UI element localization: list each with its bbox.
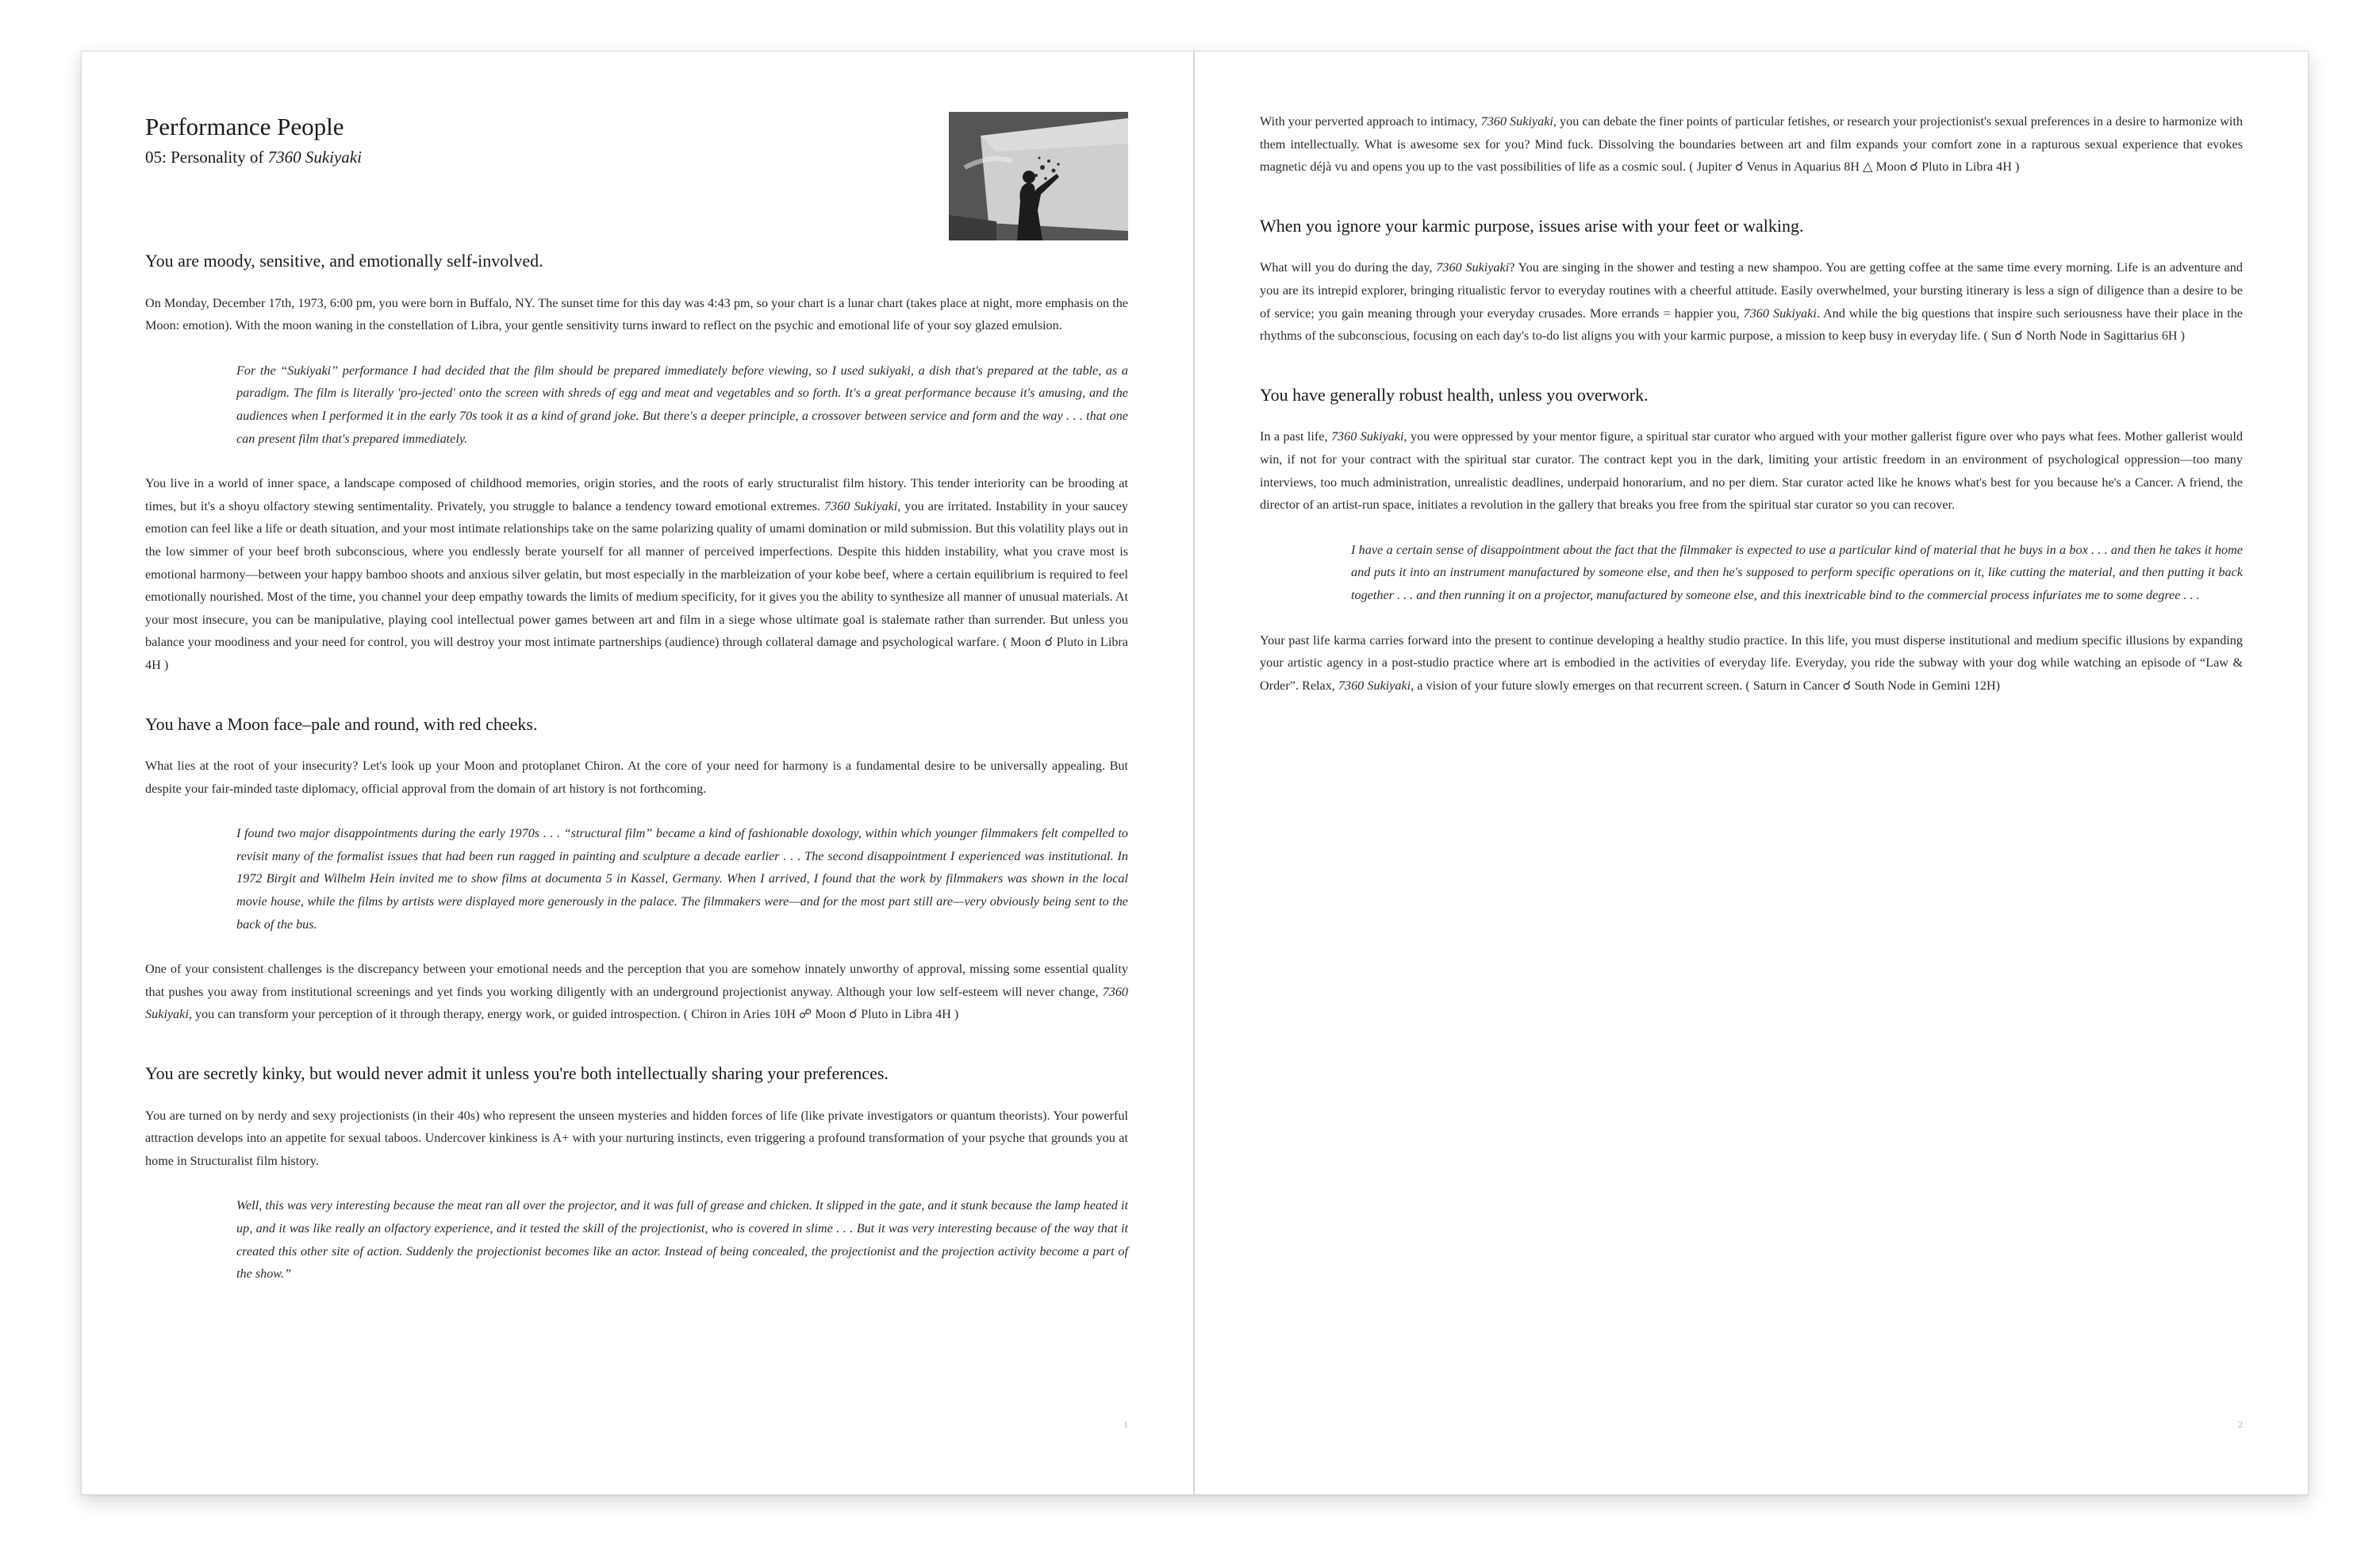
book-spread: [81, 51, 2309, 1495]
text-run: Your past life karma carries forward into the present to continue developing a healthy studio practice. In this life, you must disperse institutional and medium specific illusions by expanding your artistic agency in a post-studio practice where art is embodied in the activities of everyday life. Everyday, you ride the subway with your dog while watching an episode of “Law & Order”. Relax,: [1260, 632, 2243, 693]
text-run: , a vision of your future slowly emerges on that recurrent screen. ( Saturn in Cancer ☌ South Node in Gemini 12H): [1411, 678, 2001, 693]
section-heading-moody: You are moody, sensitive, and emotionally self-involved.: [145, 251, 543, 271]
text-run: . And while the big questions that inspire such seriousness have their place in the rhythms of the subconscious, focusing on each day's to-do list aligns you with your karmic purpose, a mission to keep busy in everyday life. ( Sun ☌ North Node in Sagittarius 6H ): [1260, 306, 2243, 344]
section-heading-moon-face: You have a Moon face–pale and round, with red cheeks.: [145, 713, 538, 734]
subtitle-name: 7360 Sukiyaki: [267, 147, 362, 167]
paragraph-insecurity: What lies at the root of your insecurity? Let's look up your Moon and protoplanet Chiron. At the core of your need for harmony is a fundamental desire to be universally appealing. But despite your fair-minded taste diplomacy, official approval from the domain of art history is not forthcoming.: [145, 759, 1128, 796]
artwork-name: 7360 Sukiyaki: [1436, 260, 1510, 275]
left-page: [82, 52, 1193, 1494]
paragraph-intimacy: [1260, 110, 2243, 179]
artwork-name: 7360 Sukiyaki: [1330, 429, 1404, 444]
page-number: 2: [2238, 1419, 2243, 1430]
paragraph-inner-space: [145, 472, 1128, 676]
text-run: , you can transform your perception of it through therapy, energy work, or guided introspection. ( Chiron in Aries 10H ☍ Moon ☌ Pluto in Libra 4H ): [188, 1007, 959, 1022]
page-title: Performance People: [145, 113, 344, 140]
paragraph-karma-present: [1260, 629, 2243, 697]
text-run: In a past life,: [1260, 429, 1331, 444]
performance-photo: [949, 112, 1128, 240]
text-run: , you were oppressed by your mentor figure, a spiritual star curator who argued with your mother gallerist figure over who pays what fees. Mother gallerist would win, if not for your contract with the spiritual star curator. The contract kept you in the dark, limiting your artistic freedom in an environment of psychological oppression—too many interviews, too much administration, unrealistic deadlines, underpaid honorarium, and no per diem. Star curator acted like he knows what's best for you because he's a Cancer. A friend, the director of an artist-run space, initiates a revolution in the gallery that breaks you free from the spiritual star curator so you can recover.: [1260, 429, 2243, 513]
paragraph-turned-on: You are turned on by nerdy and sexy projectionists (in their 40s) who represent the unseen mysteries and hidden forces of life (like private investigators or quantum theorists). Your powerful attraction develops into an appetite for sexual taboos. Undercover kinkiness is A+ with your nurturing instincts, even triggering a profound transformation of your psyche that grounds you at home in Structuralist film history.: [145, 1108, 1128, 1168]
paragraph-past-life: [1260, 425, 2243, 516]
quote-disappointments: I found two major disappointments during the early 1970s . . . “structural film” became a kind of fashionable doxology, within which younger filmmakers felt compelled to revisit many of the formalist issues that had been run ragged in painting and sculpture a decade earlier . . . The second disappointment I experienced was institutional. In 1972 Birgit and Wilhelm Hein invited me to show films at documenta 5 in Kassel, Germany. When I arrived, I found that the work by filmmakers was shown in the local movie house, while the films by artists were displayed more generously in the palace. The filmmakers were—and for the most part still are—very obviously being sent to the back of the bus.: [236, 826, 1128, 932]
quote-projector-meat: Well, this was very interesting because the meat ran all over the projector, and it was full of grease and chicken. It slipped in the gate, and it stunk because the lamp heated it up, and it was like really an olfactory experience, and it tested the skill of the projectionist, who is covered in slime . . . But it was very interesting because of the way that it created this other site of action. Suddenly the projectionist becomes like an actor. Instead of being concealed, the projectionist and the projection activity become a part of the show.”: [236, 1198, 1128, 1282]
text-run: ? You are singing in the shower and testing a new shampoo. You are getting coffee at the same time every morning. Life is an adventure and you are its intrepid explorer, bringing ritualistic fervor to everyday routines with a cheerful attitude. Easily overwhelmed, your bursting itinerary is less a sign of diligence than a desire to be of service; you gain meaning through your everyday crusades. More errands = happier you,: [1260, 260, 2243, 321]
quote-sukiyaki-performance: For the “Sukiyaki” performance I had decided that the film should be prepared immediately before viewing, so I used sukiyaki, a dish that's prepared at the table, as a paradigm. The film is literally 'pro-jected' onto the screen with shreds of egg and meat and vegetables and so forth. It's a great performance because it's amusing, and the audiences when I performed it in the early 70s took it as a kind of grand joke. But there's a deeper principle, a crossover between service and form and the way . . . that one can present film that's prepared immediately.: [236, 363, 1128, 446]
page-number: 1: [1123, 1419, 1128, 1430]
paragraph-birth: On Monday, December 17th, 1973, 6:00 pm, you were born in Buffalo, NY. The sunset time for this day was 4:43 pm, so your chart is a lunar chart (takes place at night, more emphasis on the Moon: emotion). With the moon waning in the constellation of Libra, your gentle sensitivity turns inward to reflect on the psychic and emotional life of your soy glazed emulsion.: [145, 295, 1128, 333]
text-run: One of your consistent challenges is the discrepancy between your emotional needs and the perception that you are somehow innately unworthy of approval, missing some essential quality that pushes you away from institutional screenings and yet finds you working diligently with an underground projectionist anyway. Although your low self-esteem will never change,: [145, 962, 1128, 999]
artwork-name: 7360 Sukiyaki: [1338, 678, 1411, 693]
artwork-name: 7360 Sukiyaki: [1480, 114, 1553, 129]
artwork-name: 7360 Sukiyaki: [824, 498, 898, 513]
quote-commercial-process: I have a certain sense of disappointment about the fact that the filmmaker is expected to use a particular kind of material that he buys in a box . . . and then he takes it home and puts it into an instrument manufactured by someone else, and then he's supposed to perform specific operations on it, like cutting the material, and then putting it back together . . . and then running it on a projector, manufactured by someone else, and this inextricable bind to the commercial process infuriates me to some degree . . .: [1351, 542, 2243, 602]
section-heading-karmic: When you ignore your karmic purpose, issues arise with your feet or walking.: [1260, 215, 1804, 236]
text-run: , you can debate the finer points of particular fetishes, or research your projectionist's sexual preferences in a desire to harmonize with them intellectually. What is awesome sex for you? Mind fuck. Dissolving the boundaries between art and film expands your comfort zone in a rapturous sexual experience that evokes magnetic déjà vu and opens you up to the vast possibilities of life as a cosmic soul. ( Jupiter ☌ Venus in Aquarius 8H △ Moon ☌ Pluto in Libra 4H ): [1260, 114, 2243, 175]
paragraph-challenges: [145, 958, 1128, 1026]
right-page: [1195, 52, 2308, 1494]
text-run: What will you do during the day,: [1260, 260, 1437, 275]
text-run: With your perverted approach to intimacy,: [1260, 114, 1481, 129]
text-run: , you are irritated. Instability in your saucey emotion can feel like a life or death situation, and your most intimate relationships take on the same polarizing quality of umami domination or mild submission. But this volatility plays out in the low simmer of your beef broth subconscious, where you endlessly berate yourself for all manner of perceived imperfections. Despite this hidden instability, what you crave most is emotional harmony—between your happy bamboo shoots and anxious silver gelatin, but most especially in the marbleization of your kobe beef, where a certain equilibrium is required to feel emotionally nourished. Most of the time, you channel your deep empathy towards the limits of medium specificity, for it gives you the ability to synthesize all manner of unusual materials. At your most insecure, you can be manipulative, playing cool intellectual power games between art and film in a siege whose ultimate goal is stalemate rather than surrender. But unless you balance your moodiness and your need for control, you will destroy your most intimate partnerships (audience) through collateral damage and psychological warfare. ( Moon ☌ Pluto in Libra 4H ): [145, 498, 1128, 672]
artwork-name: 7360 Sukiyaki: [1743, 306, 1817, 321]
section-heading-health: You have generally robust health, unless you overwork.: [1260, 384, 1649, 405]
subtitle-prefix: 05: Personality of: [145, 147, 268, 167]
section-heading-kinky: You are secretly kinky, but would never admit it unless you're both intellectually sharing your preferences.: [145, 1063, 889, 1084]
text-run: You live in a world of inner space, a landscape composed of childhood memories, origin stories, and the roots of early structuralist film history. This tender interiority can be brooding at times, but it's a shoyu olfactory stewing sentimentality. Privately, you struggle to balance a tendency toward emotional extremes.: [145, 476, 1128, 513]
paragraph-daytime: [1260, 256, 2243, 347]
artwork-name: 7360 Sukiyaki: [145, 984, 1128, 1022]
page-header: [145, 112, 1128, 231]
